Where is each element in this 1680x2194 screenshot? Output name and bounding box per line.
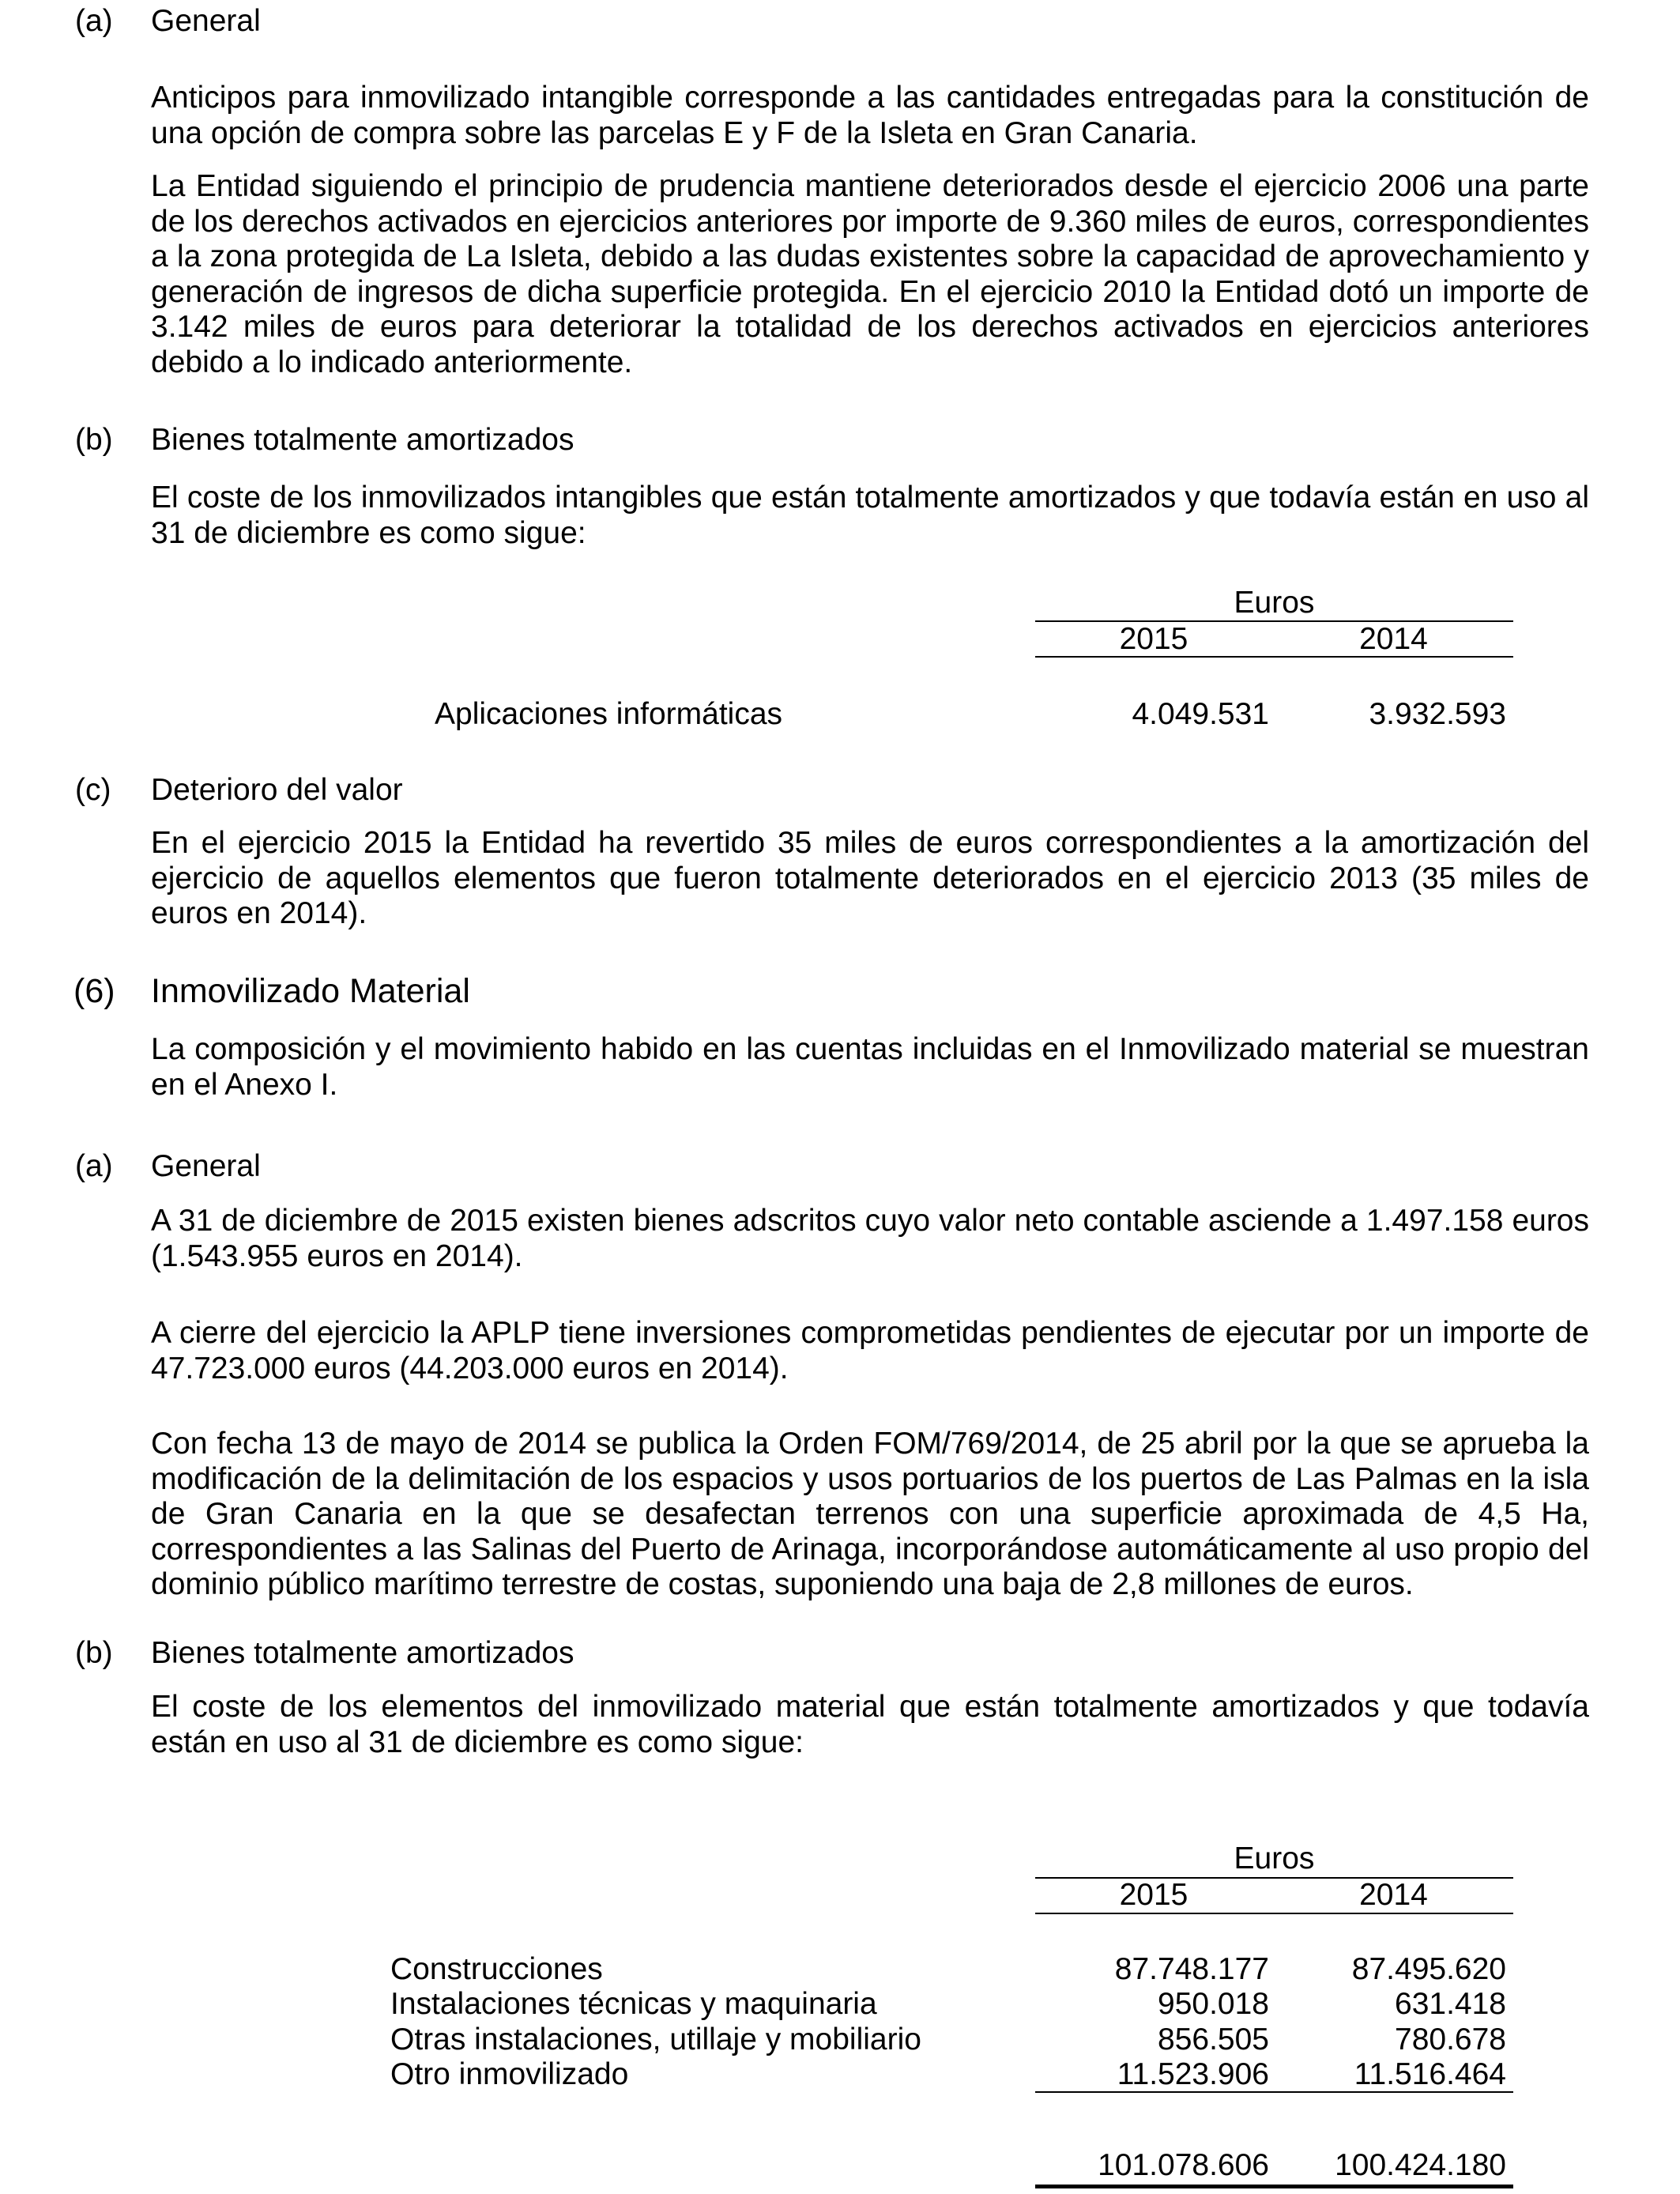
section-a2-label: (a) [75, 1149, 113, 1183]
paragraph-inversiones-comprometidas: A cierre del ejercicio la APLP tiene inversiones comprometidas pendientes de ejecutar por un importe de 47.723.000 euros (44.203.000 euros en 2014). [151, 1316, 1589, 1385]
paragraph-material-amortizado: El coste de los elementos del inmovilizado material que están totalmente amortizados y que todavía están en uso al 31 de diciembre es como sigue: [151, 1690, 1589, 1759]
table2-row-label: Instalaciones técnicas y maquinaria [390, 1987, 877, 2021]
paragraph-orden-fom: Con fecha 13 de mayo de 2014 se publica la Orden FOM/769/2014, de 25 abril por la que se aprueba la modificación de la delimitación de los espacios y usos portuarios de los puertos de Las Palmas en la isla de Gran Canaria en la que se desafectan terrenos con una superficie aproximada de 4,5 Ha, correspondientes a las Salinas del Puerto de Arinaga, incorporándose automáticamente al uso propio del dominio público marítimo terrestre de costas, suponiendo una baja de 2,8 millones de euros. [151, 1427, 1589, 1601]
section-a-label: (a) [75, 4, 113, 38]
paragraph-reversion: En el ejercicio 2015 la Entidad ha revertido 35 miles de euros correspondientes a la amortización del ejercicio de aquellos elementos que fueron totalmente deteriorados en el ejercicio 2013 (35 miles de euros en 2014). [151, 826, 1589, 930]
table1-row-2015: 4.049.531 [1132, 697, 1269, 731]
section-b-heading: Bienes totalmente amortizados [151, 423, 574, 457]
table2-col-2014: 2014 [1359, 1878, 1428, 1912]
table2-row-2014: 11.516.464 [1354, 2057, 1506, 2091]
table2-row-2015: 11.523.906 [1117, 2057, 1269, 2091]
table2-total-2014: 100.424.180 [1335, 2148, 1506, 2182]
table1-unit-header: Euros [1234, 586, 1315, 620]
table2-total-double-rule [1035, 2185, 1513, 2188]
section-b-label: (b) [75, 423, 113, 457]
section-6-heading: Inmovilizado Material [151, 972, 470, 1010]
section-b2-label: (b) [75, 1636, 113, 1670]
table2-col-2015: 2015 [1119, 1878, 1188, 1912]
table2-row-2015: 950.018 [1158, 1987, 1269, 2021]
paragraph-deterioro-isleta: La Entidad siguiendo el principio de prudencia mantiene deteriorados desde el ejercicio 2006 una parte de los derechos activados en ejercicios anteriores por importe de 9.360 miles de euros, correspondientes a la zona protegida de La Isleta, debido a las dudas existentes sobre la capacidad de aprovechamiento y generación de ingresos de dicha superficie protegida. En el ejercicio 2010 la Entidad dotó un importe de 3.142 miles de euros para deteriorar la totalidad de los derechos activados en ejercicios anteriores debido a lo indicado anteriormente. [151, 169, 1589, 379]
table1-col-2014: 2014 [1359, 622, 1428, 656]
table1-row-2014: 3.932.593 [1369, 697, 1506, 731]
table2-row-label: Otras instalaciones, utillaje y mobiliario [390, 2022, 921, 2056]
table2-row-2015: 856.505 [1158, 2022, 1269, 2056]
table2-total-2015: 101.078.606 [1098, 2148, 1269, 2182]
table1-col-2015: 2015 [1119, 622, 1188, 656]
section-c-label: (c) [75, 773, 111, 807]
paragraph-intangibles-amortizados: El coste de los inmovilizados intangibles que están totalmente amortizados y que todavía están en uso al 31 de diciembre es como sigue: [151, 481, 1589, 550]
table2-row-2015: 87.748.177 [1114, 1952, 1269, 1986]
table2-subheader-rule [1035, 1913, 1513, 1914]
table2-unit-header: Euros [1234, 1842, 1315, 1875]
table2-row-2014: 780.678 [1395, 2022, 1506, 2056]
section-a-heading: General [151, 4, 261, 38]
paragraph-composicion: La composición y el movimiento habido en las cuentas incluidas en el Inmovilizado material se muestran en el Anexo I. [151, 1032, 1589, 1102]
table2-row-label: Otro inmovilizado [390, 2057, 629, 2091]
table1-row-label: Aplicaciones informáticas [435, 697, 783, 731]
paragraph-bienes-adscritos: A 31 de diciembre de 2015 existen bienes adscritos cuyo valor neto contable asciende a 1.497.158 euros (1.543.955 euros en 2014). [151, 1204, 1589, 1273]
paragraph-anticipos: Anticipos para inmovilizado intangible corresponde a las cantidades entregadas para la constitución de una opción de compra sobre las parcelas E y F de la Isleta en Gran Canaria. [151, 81, 1589, 150]
section-c-heading: Deterioro del valor [151, 773, 403, 807]
table1-subheader-rule [1035, 656, 1513, 658]
table2-row-2014: 87.495.620 [1351, 1952, 1506, 1986]
section-6-label: (6) [73, 972, 115, 1010]
section-b2-heading: Bienes totalmente amortizados [151, 1636, 574, 1670]
section-a2-heading: General [151, 1149, 261, 1183]
table2-row-label: Construcciones [390, 1952, 603, 1986]
table2-row-2014: 631.418 [1395, 1987, 1506, 2021]
table2-subtotal-rule [1035, 2091, 1513, 2093]
